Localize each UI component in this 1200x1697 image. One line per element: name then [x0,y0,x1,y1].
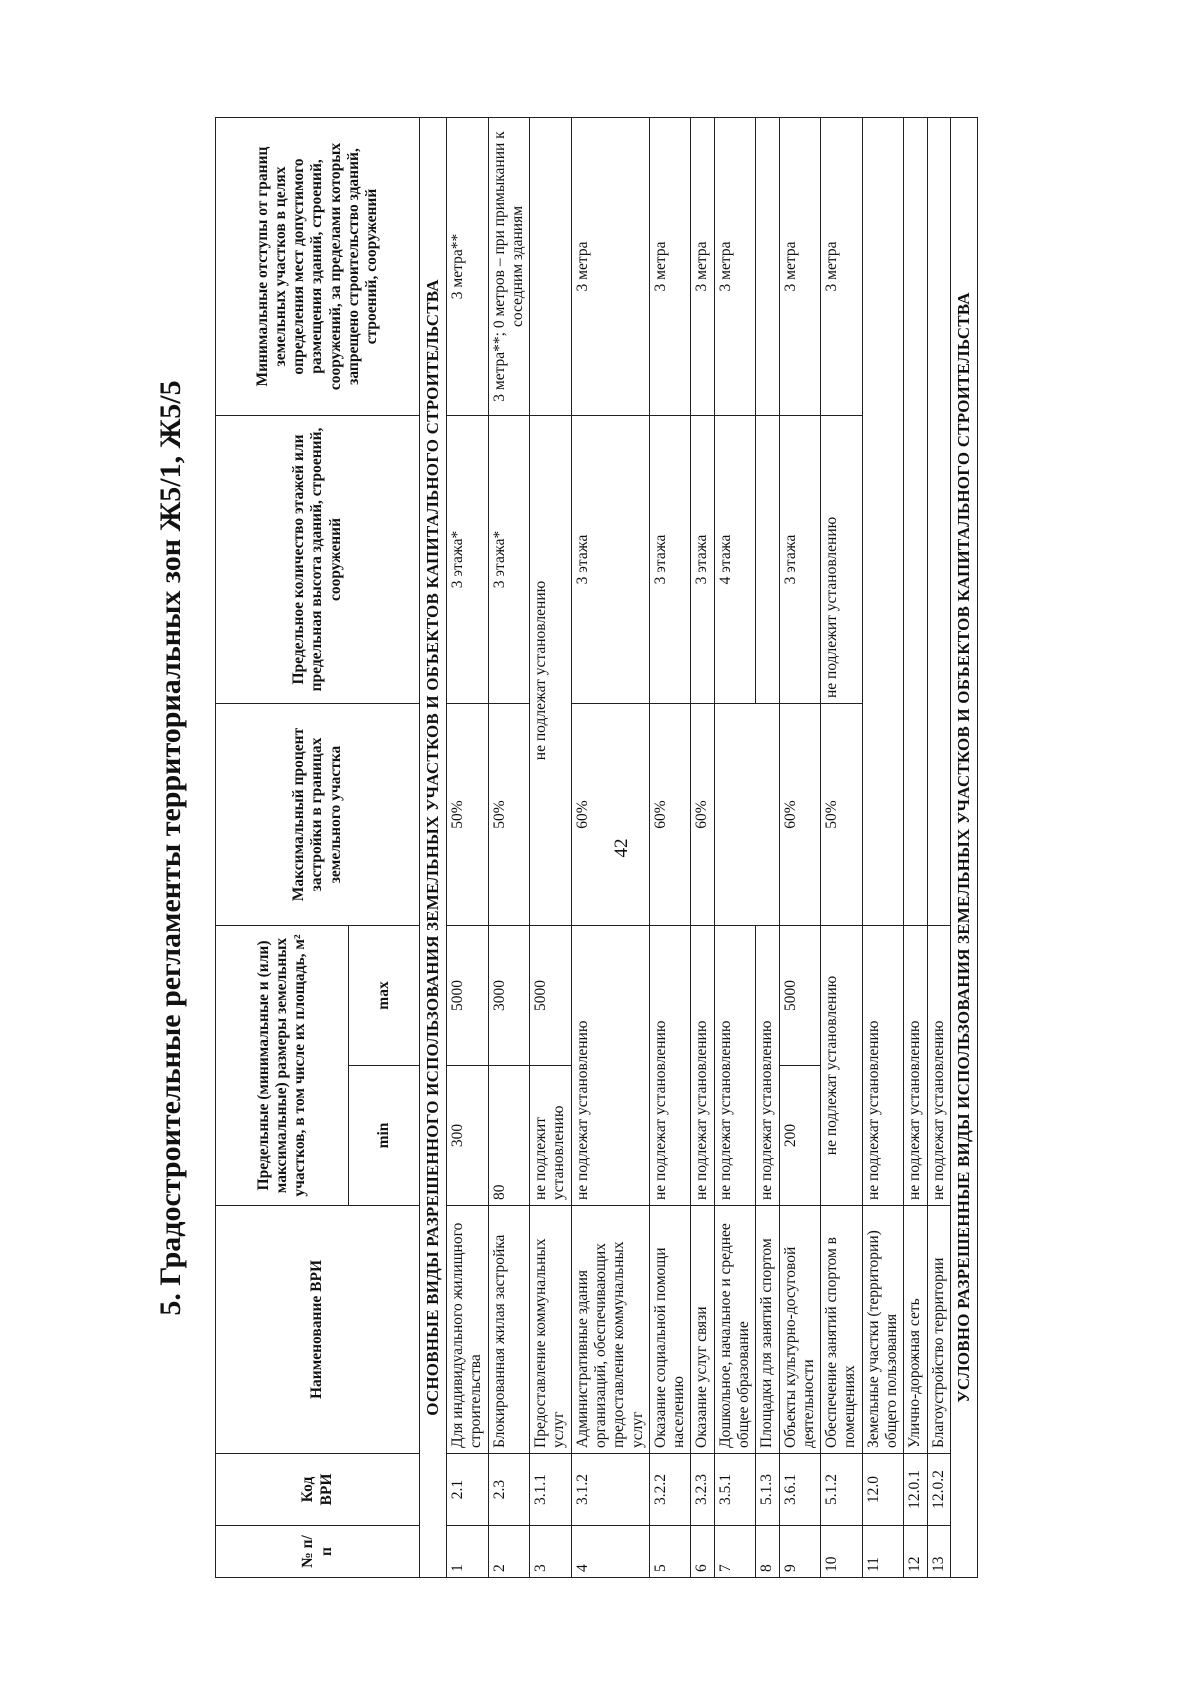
header-floors: Предельное количество этажей или предельная высота зданий, строений, сооружений [216,416,420,704]
cell-num: 7 [714,1526,756,1578]
cell-max: 5000 [447,926,489,1066]
table-row [904,118,927,1578]
cell-setback: 3 метра [821,118,863,416]
cell-code: 12.0 [862,1454,904,1526]
cell-max: 5000 [779,926,821,1066]
cell-name: Административные здания организаций, обеспечивающих предоставление коммунальных услуг [571,1206,649,1454]
cell-name: Дошкольное, начальное и среднее общее образование [714,1206,756,1454]
cell-num: 3 [530,1526,572,1578]
cell-name: Оказание услуг связи [691,1206,714,1454]
cell-min: 80 [488,1066,530,1206]
header-percent: Максимальный процент застройки в границах земельного участка [216,704,420,926]
cell-name: Блокированная жилая застройка [488,1206,530,1454]
table-row [530,118,572,1578]
cell-name: Земельные участки (территории) общего пользования [862,1206,904,1454]
cell-setback: 3 метра**; 0 метров – при примыкании к соседним зданиям [488,118,530,416]
cell-name: Для индивидуального жилищного строительства [447,1206,489,1454]
cell-setback: 3 метра** [447,118,489,416]
section-row [420,118,447,1578]
cell-floors: 3 этажа [571,416,649,704]
cell-code: 5.1.3 [756,1454,779,1526]
cell-setback: 3 метра [691,118,714,416]
table-row [821,118,863,1578]
cell-size: не подлежат установлению [904,926,927,1206]
cell-name: Объекты культурно-досуговой деятельности [779,1206,821,1454]
regulations-table [215,117,978,1578]
cell-num: 6 [691,1526,714,1578]
cell-size: не подлежат установлению [821,926,863,1206]
table-row [488,118,530,1578]
cell-floors: 3 этажа* [447,416,489,704]
cell-setback [530,118,572,416]
cell-num: 1 [447,1526,489,1578]
header-num: № п/п [216,1526,420,1578]
cell-code: 3.2.3 [691,1454,714,1526]
cell-num: 10 [821,1526,863,1578]
cell-min: 300 [447,1066,489,1206]
cell-percent-floors: не подлежат установлению [530,416,572,926]
cell-code: 2.3 [488,1454,530,1526]
cell-code: 3.6.1 [779,1454,821,1526]
cell-floors: 3 этажа* [488,416,530,704]
cell-percent: 50% [488,704,530,926]
cell-percent: 60% [571,704,649,926]
cell-size: не подлежат установлению [862,926,904,1206]
table-row [862,118,904,1578]
section-main-label: ОСНОВНЫЕ ВИДЫ РАЗРЕШЕННОГО ИСПОЛЬЗОВАНИЯ ЗЕМЕЛЬНЫХ УЧАСТКОВ И ОБЪЕКТОВ КАПИТАЛЬНОГО СТРОИТЕЛЬСТВА [420,118,447,1578]
table-row [779,118,821,1578]
table-row [927,118,950,1578]
cell-num: 12 [904,1526,927,1578]
cell-setback: 3 метра [714,118,756,416]
cell-name: Оказание социальной помощи населению [649,1206,691,1454]
cell-size: не подлежат установлению [714,926,756,1206]
cell-percent: 50% [447,704,489,926]
cell-code: 3.5.1 [714,1454,756,1526]
cell-name: Обеспечение занятий спортом в помещениях [821,1206,863,1454]
cell-setback: 3 метра [779,118,821,416]
page-title: 5. Градостроительные регламенты территориальных зон Ж5/1, Ж5/5 [154,380,187,1316]
cell-code: 3.2.2 [649,1454,691,1526]
table-row [714,118,756,1578]
rotated-page-content [143,98,1053,1598]
cell-size: не подлежат установлению [927,926,950,1206]
cell-num: 5 [649,1526,691,1578]
cell-code: 3.1.2 [571,1454,649,1526]
cell-floors: 3 этажа [691,416,714,704]
cell-percent: 60% [779,704,821,926]
table-row [447,118,489,1578]
cell-code: 5.1.2 [821,1454,863,1526]
page-number: 42 [611,838,632,858]
cell-num: 4 [571,1526,649,1578]
cell-percent: 50% [821,704,863,926]
cell-max: 5000 [530,926,572,1066]
cell-num: 13 [927,1526,950,1578]
table-row [649,118,691,1578]
cell-min: не подлежит установлению [530,1066,572,1206]
cell-size: не подлежат установлению [691,926,714,1206]
cell-empty [862,118,904,926]
cell-floors: не подлежит установлению [821,416,863,704]
cell-percent: 60% [691,704,714,926]
cell-code: 12.0.2 [927,1454,950,1526]
cell-size: не подлежат установлению [756,926,779,1206]
cell-empty [904,118,927,926]
cell-code: 2.1 [447,1454,489,1526]
cell-num: 9 [779,1526,821,1578]
cell-num: 2 [488,1526,530,1578]
section-row [950,118,977,1578]
cell-setback: 3 метра [571,118,649,416]
cell-code: 3.1.1 [530,1454,572,1526]
cell-min: 200 [779,1066,821,1206]
cell-name: Предоставление коммунальных услуг [530,1206,572,1454]
cell-size: не подлежат установлению [571,926,649,1206]
cell-floors [756,416,779,704]
cell-name: Благоустройство территории [927,1206,950,1454]
cell-percent: 60% [649,704,691,926]
cell-max: 3000 [488,926,530,1066]
cell-setback [756,118,779,416]
table-header-row [216,118,349,1578]
cell-name: Улично-дорожная сеть [904,1206,927,1454]
header-setback: Минимальные отступы от границ земельных участков в целях определения мест допустимого размещения зданий, строений, сооружений, за пределами которых запрещено строительство зданий, строений, сооружений [216,118,420,416]
header-name: Наименование ВРИ [216,1206,420,1454]
cell-setback: 3 метра [649,118,691,416]
cell-floors: 3 этажа [649,416,691,704]
table-row [571,118,649,1578]
cell-name: Площадки для занятий спортом [756,1206,779,1454]
cell-floors: 3 этажа [779,416,821,704]
cell-percent [714,704,779,926]
cell-empty [927,118,950,926]
section-conditional-label: УСЛОВНО РАЗРЕШЕННЫЕ ВИДЫ ИСПОЛЬЗОВАНИЯ ЗЕМЕЛЬНЫХ УЧАСТКОВ И ОБЪЕКТОВ КАПИТАЛЬНОГО СТРОИТЕЛЬСТВА [950,118,977,1578]
header-area: Предельные (минимальные и (или) максимальные) размеры земельных участков, в том числе их площадь, м² [216,926,349,1206]
header-area-max: max [349,926,420,1066]
cell-floors: 4 этажа [714,416,756,704]
header-area-min: min [349,1066,420,1206]
table-row [691,118,714,1578]
cell-code: 12.0.1 [904,1454,927,1526]
header-code: Код ВРИ [216,1454,420,1526]
cell-num: 11 [862,1526,904,1578]
cell-num: 8 [756,1526,779,1578]
cell-size: не подлежат установлению [649,926,691,1206]
